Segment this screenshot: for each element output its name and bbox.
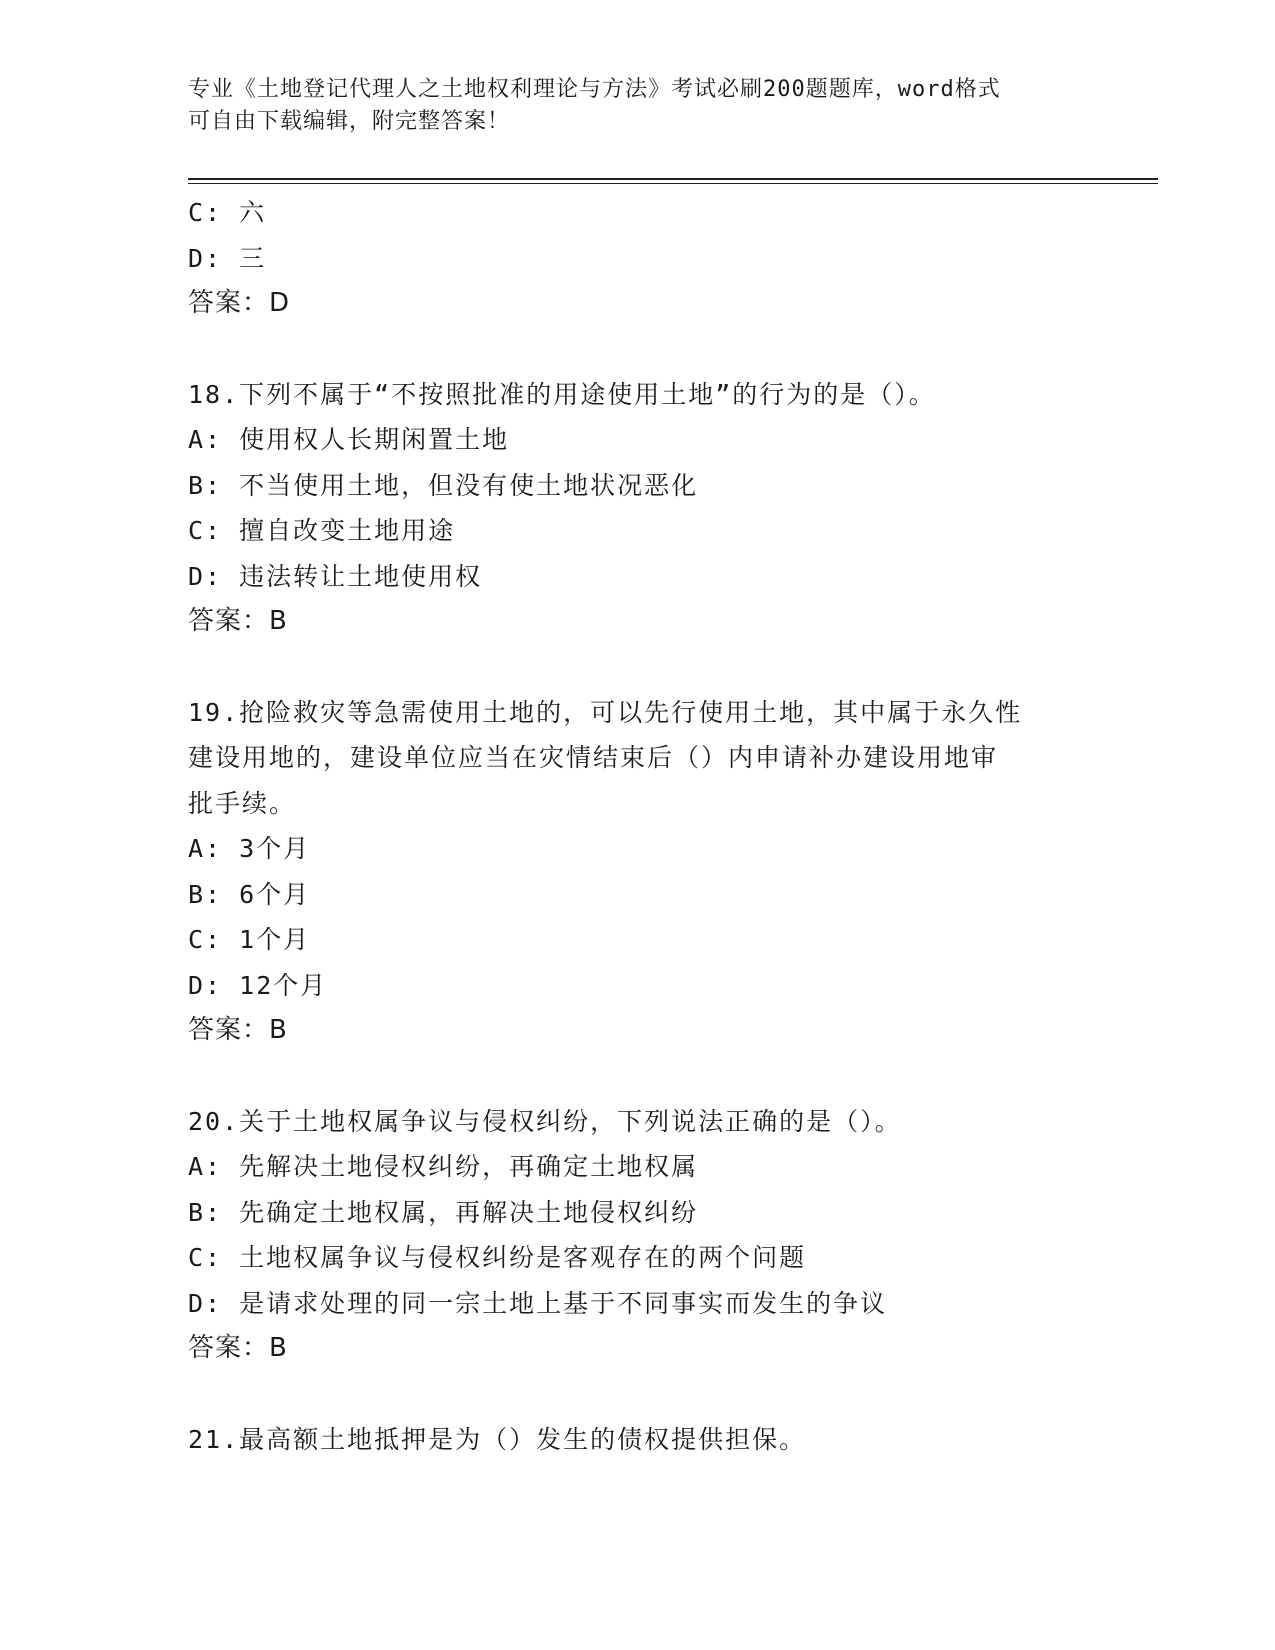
- question-stem: 21.最高额土地抵押是为（）发生的债权提供担保。: [188, 1424, 807, 1454]
- header-divider-thick: [188, 178, 1158, 180]
- question-stem: 19.抢险救灾等急需使用土地的，可以先行使用土地，其中属于永久性: [188, 697, 1023, 727]
- option-a: A: 3个月: [188, 834, 311, 863]
- option-a: A: 先解决土地侵权纠纷，再确定土地权属: [188, 1152, 699, 1181]
- page-header: [188, 74, 1068, 138]
- option-d: D: 是请求处理的同一宗土地上基于不同事实而发生的争议: [188, 1288, 888, 1318]
- question-stem: 20.关于土地权属争议与侵权纠纷，下列说法正确的是（）。: [188, 1106, 902, 1136]
- option-b: B: 不当使用土地，但没有使土地状况恶化: [188, 470, 699, 500]
- header-title-line-1: 专业《土地登记代理人之土地权利理论与方法》考试必刷200题题库，word格式: [188, 77, 1001, 102]
- spacer: [188, 645, 1088, 690]
- answer-line: 答案：B: [188, 1333, 288, 1363]
- option-d: D: 违法转让土地使用权: [188, 561, 483, 591]
- header-title-line-2: 可自由下载编辑，附完整答案！: [188, 109, 511, 134]
- header-divider-thin: [188, 183, 1158, 184]
- question-20: [188, 1099, 1088, 1372]
- option-c: C: 1个月: [188, 925, 311, 954]
- option-d: D: 12个月: [188, 970, 328, 1000]
- option-c: C: 土地权属争议与侵权纠纷是客观存在的两个问题: [188, 1243, 807, 1272]
- option-c: C: 六: [188, 198, 267, 227]
- answer-line: 答案：B: [188, 606, 288, 636]
- option-a: A: 使用权人长期闲置土地: [188, 425, 510, 454]
- option-b: B: 6个月: [188, 879, 311, 909]
- question-17-continued: [188, 190, 1088, 327]
- question-21: [188, 1417, 1088, 1463]
- spacer: [188, 327, 1088, 372]
- answer-line: 答案：D: [188, 288, 291, 318]
- question-stem-continued: 批手续。: [188, 788, 297, 818]
- option-b: B: 先确定土地权属，再解决土地侵权纠纷: [188, 1197, 699, 1227]
- spacer: [188, 1372, 1088, 1417]
- option-d: D: 三: [188, 243, 267, 273]
- question-19: [188, 690, 1088, 1054]
- option-c: C: 擅自改变土地用途: [188, 516, 456, 545]
- question-stem: 18.下列不属于“不按照批准的用途使用土地”的行为的是（）。: [188, 379, 936, 409]
- question-list: [188, 190, 1088, 1462]
- question-stem-continued: 建设用地的，建设单位应当在灾情结束后（）内申请补办建设用地审: [188, 743, 999, 772]
- spacer: [188, 1054, 1088, 1099]
- answer-line: 答案：B: [188, 1015, 288, 1045]
- question-18: [188, 372, 1088, 645]
